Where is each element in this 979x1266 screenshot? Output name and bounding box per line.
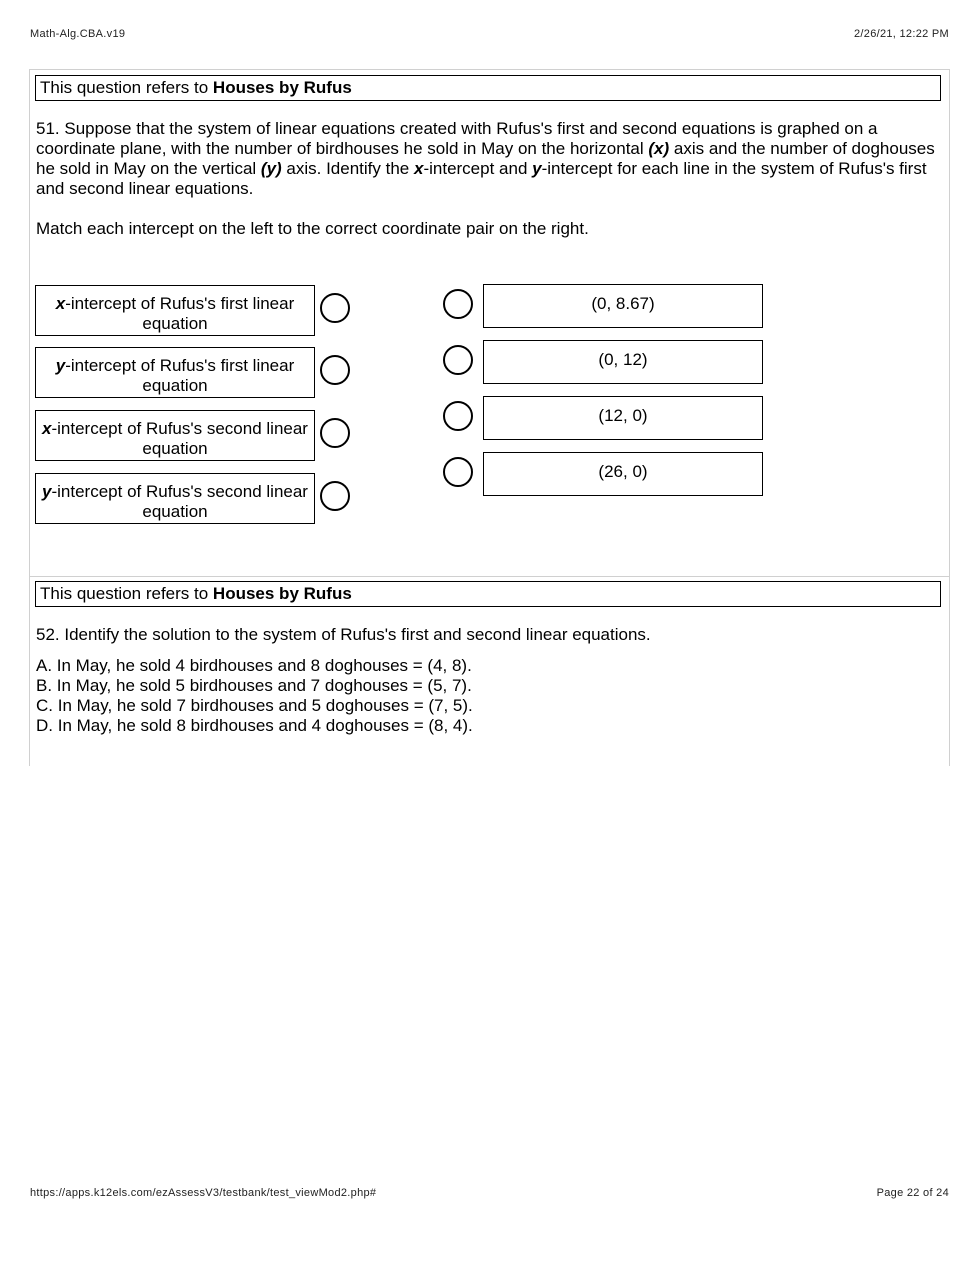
q52-option-a[interactable]: A. In May, he sold 4 birdhouses and 8 doghouses = (4, 8). xyxy=(36,656,472,675)
match-left-connector[interactable] xyxy=(320,355,350,385)
q51-instruction: Match each intercept on the left to the correct coordinate pair on the right. xyxy=(36,219,589,238)
q52-option-c[interactable]: C. In May, he sold 7 birdhouses and 5 doghouses = (7, 5). xyxy=(36,696,473,715)
match-right-connector[interactable] xyxy=(443,401,473,431)
match-left-var: y xyxy=(55,356,66,375)
q51-question-text xyxy=(36,119,936,199)
match-left-connector[interactable] xyxy=(320,293,350,323)
match-right-item: (0, 12) xyxy=(483,340,763,384)
q51-reference-box xyxy=(35,75,941,101)
q52-reference-title[interactable]: Houses by Rufus xyxy=(212,584,352,603)
match-right-connector[interactable] xyxy=(443,345,473,375)
match-right-item: (0, 8.67) xyxy=(483,284,763,328)
match-right-item: (12, 0) xyxy=(483,396,763,440)
q52-question-text: 52. Identify the solution to the system of Rufus's first and second linear equations. xyxy=(36,625,651,644)
q51-text-part: axis and the number of doghouses he sold in May on the vertical xyxy=(36,139,935,178)
q51-y-var: y xyxy=(532,159,542,178)
q51-reference-prefix: This question refers to xyxy=(40,78,213,97)
q52-option-d[interactable]: D. In May, he sold 8 birdhouses and 4 doghouses = (8, 4). xyxy=(36,716,473,735)
q51-x-axis-label: (x) xyxy=(648,139,670,158)
question-divider xyxy=(29,576,949,577)
q51-reference-title[interactable]: Houses by Rufus xyxy=(212,78,352,97)
match-left-label: -intercept of Rufus's first linear equation xyxy=(65,356,295,395)
match-left-connector[interactable] xyxy=(320,481,350,511)
q51-text-part: axis. Identify the xyxy=(281,159,414,178)
match-left-label: -intercept of Rufus's first linear equation xyxy=(65,294,295,333)
match-left-item xyxy=(35,410,315,461)
q52-reference-box xyxy=(35,581,941,607)
match-left-var: y xyxy=(42,482,52,501)
match-left-label: -intercept of Rufus's second linear equation xyxy=(51,482,308,521)
q52-option-b[interactable]: B. In May, he sold 5 birdhouses and 7 doghouses = (5, 7). xyxy=(36,676,472,695)
match-left-var: x xyxy=(55,294,66,313)
print-header-title: Math-Alg.CBA.v19 xyxy=(30,28,126,40)
match-left-item xyxy=(35,473,315,524)
match-left-label: -intercept of Rufus's second linear equation xyxy=(51,419,308,458)
q51-y-axis-label: (y) xyxy=(260,159,282,178)
match-right-connector[interactable] xyxy=(443,457,473,487)
print-footer-url: https://apps.k12els.com/ezAssessV3/testbank/test_viewMod2.php# xyxy=(30,1187,377,1199)
q51-x-var: x xyxy=(413,159,424,178)
match-right-connector[interactable] xyxy=(443,289,473,319)
match-left-var: x xyxy=(42,419,52,438)
match-right-item: (26, 0) xyxy=(483,452,763,496)
print-header-date: 2/26/21, 12:22 PM xyxy=(854,28,949,40)
match-left-item xyxy=(35,347,315,398)
print-footer-page-number: Page 22 of 24 xyxy=(876,1187,949,1199)
match-left-connector[interactable] xyxy=(320,418,350,448)
q51-text-part: -intercept and xyxy=(423,159,533,178)
q51-text-part: -intercept for each line in the system of Rufus's first and second linear equations. xyxy=(36,159,927,198)
match-left-item xyxy=(35,285,315,336)
q52-reference-prefix: This question refers to xyxy=(40,584,213,603)
q51-text-part: 51. Suppose that the system of linear equations created with Rufus's first and second equations is graphed on a coordinate plane, with the number of birdhouses he sold in May on the horizontal xyxy=(36,119,878,158)
